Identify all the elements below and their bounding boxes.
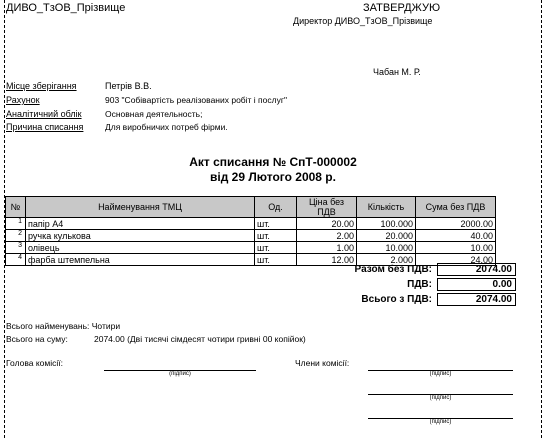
row-sum: 40.00 xyxy=(416,230,496,242)
sum-text: 2074.00 (Дві тисячі сімдесят чотири гривні 00 копійок) xyxy=(94,334,306,344)
row-name: фарба штемпельна xyxy=(26,254,255,266)
total-with-vat-value: 2074.00 xyxy=(437,293,516,306)
reason-value: Для виробничих потреб фірми. xyxy=(105,122,228,132)
row-unit: шт. xyxy=(255,230,297,242)
total-no-vat-value: 2074.00 xyxy=(437,263,516,276)
col-header-unit: Од. xyxy=(255,197,297,218)
row-price: 2.00 xyxy=(297,230,357,242)
vat-label: ПДВ: xyxy=(407,279,432,290)
row-sum: 2000.00 xyxy=(416,218,496,230)
org-name: ДИВО_ТзОВ_Прізвище xyxy=(6,2,126,14)
account-label: Рахунок xyxy=(6,95,40,105)
row-name: олівець xyxy=(26,242,255,254)
table-row xyxy=(6,230,496,242)
member-signature-caption: (підпис) xyxy=(429,395,452,401)
total-with-vat-label: Всього з ПДВ: xyxy=(361,294,432,305)
row-name: папір А4 xyxy=(26,218,255,230)
member-signature-caption: (підпис) xyxy=(429,419,452,425)
act-date: від 29 Лютого 2008 р. xyxy=(210,170,336,184)
row-quantity: 100.000 xyxy=(357,218,416,230)
row-unit: шт. xyxy=(255,218,297,230)
row-price: 12.00 xyxy=(297,254,357,266)
row-name: ручка кулькова xyxy=(26,230,255,242)
col-header-number: № xyxy=(6,197,26,218)
storage-label: Місце зберігання xyxy=(6,81,77,91)
vat-value: 0.00 xyxy=(437,278,516,291)
commission-members-label: Члени комісії: xyxy=(295,358,350,368)
account-value: 903 "Собівартість реалізованих робіт і послуг" xyxy=(105,95,287,105)
row-number: 2 xyxy=(6,230,26,242)
analytic-value: Основная деятельность; xyxy=(105,109,203,119)
table-row xyxy=(6,218,496,230)
approver-name: Чабан М. Р. xyxy=(373,67,421,77)
approve-label: ЗАТВЕРДЖУЮ xyxy=(363,2,441,14)
row-price: 1.00 xyxy=(297,242,357,254)
sum-label: Всього на суму: xyxy=(6,334,68,344)
row-sum: 10.00 xyxy=(416,242,496,254)
row-unit: шт. xyxy=(255,242,297,254)
row-number: 4 xyxy=(6,254,26,266)
total-no-vat-label: Разом без ПДВ: xyxy=(354,264,432,275)
reason-label: Причина списання xyxy=(6,122,84,132)
table-header-row xyxy=(6,197,496,218)
col-header-sum: Сума без ПДВ xyxy=(416,197,496,218)
director-title: Директор ДИВО_ТзОВ_Прізвище xyxy=(293,16,433,26)
items-count-text: Всього найменувань: Чотири xyxy=(6,321,121,331)
head-of-commission-label: Голова комісії: xyxy=(6,358,64,368)
col-header-price: Ціна без ПДВ xyxy=(297,197,357,218)
head-signature-caption: (підпис) xyxy=(169,371,191,377)
col-header-name: Найменування ТМЦ xyxy=(26,197,255,218)
row-number: 1 xyxy=(6,218,26,230)
act-title: Акт списання № СпТ-000002 xyxy=(189,155,357,169)
analytic-label: Аналітичний облік xyxy=(6,109,82,119)
storage-value: Петрів В.В. xyxy=(105,81,152,91)
row-quantity: 20.000 xyxy=(357,230,416,242)
member-signature-caption: (підпис) xyxy=(429,371,452,377)
col-header-quantity: Кількість xyxy=(357,197,416,218)
row-unit: шт. xyxy=(255,254,297,266)
page-border-right xyxy=(541,0,542,438)
row-price: 20.00 xyxy=(297,218,357,230)
items-table xyxy=(5,196,496,266)
row-quantity: 10.000 xyxy=(357,242,416,254)
row-quantity: 2.000 xyxy=(357,254,416,266)
row-number: 3 xyxy=(6,242,26,254)
row-sum: 24.00 xyxy=(416,254,496,266)
table-row xyxy=(6,242,496,254)
